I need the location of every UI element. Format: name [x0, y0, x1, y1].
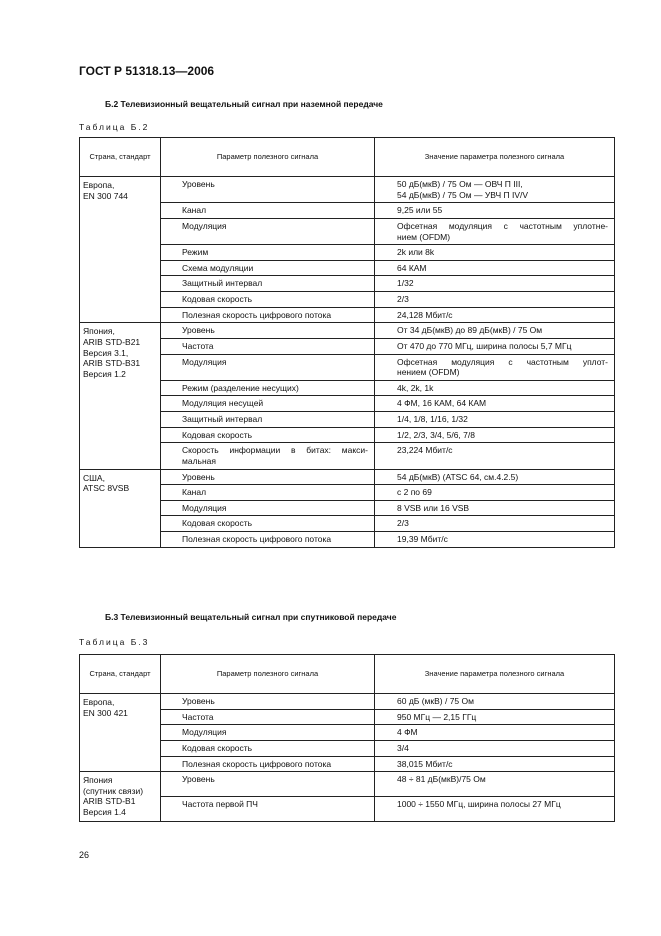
table-b3-header-param: Параметр полезного сигнала [161, 655, 375, 694]
cell-line: ARIB STD-B21 [83, 336, 141, 347]
cell-line: 50 дБ(мкВ) / 75 Ом — ОВЧ П III, [397, 179, 523, 189]
parameter-cell: Кодовая скорость [161, 427, 375, 443]
value-cell [375, 396, 615, 412]
parameter-cell: Модуляция [161, 354, 375, 380]
cell-line: ATSC 8VSB [83, 483, 130, 494]
cell-line: 1/2, 2/3, 3/4, 5/6, 7/8 [397, 429, 475, 440]
table-row [80, 796, 615, 821]
cell-line: 48 ÷ 81 дБ(мкВ)/75 Ом [397, 774, 486, 785]
table-row [80, 694, 615, 710]
parameter-cell: Модуляция [161, 500, 375, 516]
parameter-cell: Полезная скорость цифрового потока [161, 307, 375, 323]
cell-line: 54 дБ(мкВ) (ATSC 64, см.4.2.5) [397, 471, 519, 482]
cell-line: 1/4, 1/8, 1/16, 1/32 [397, 414, 468, 424]
table-b2-header-country: Страна, стандарт [80, 138, 161, 177]
parameter-cell: Уровень [161, 694, 375, 710]
cell-line: От 470 до 770 МГц, ширина полосы 5,7 МГц [397, 340, 572, 351]
parameter-cell: Канал [161, 203, 375, 219]
value-cell [375, 412, 615, 428]
cell-line: Версия 1.4 [83, 807, 126, 817]
table-row [80, 338, 615, 354]
table-row [80, 354, 615, 380]
cell-line: 4 ФМ, 16 КАМ, 64 КАМ [397, 398, 487, 409]
cell-line: ARIB STD-B1 [83, 796, 136, 807]
parameter-cell: Защитный интервал [161, 412, 375, 428]
cell-line: 64 КАМ [397, 262, 427, 273]
table-row [80, 532, 615, 548]
country-standard-cell [80, 772, 161, 822]
table-row [80, 740, 615, 756]
table-row [80, 412, 615, 428]
table-b3-caption: Таблица Б.3 [79, 637, 150, 647]
section-b2-title: Б.2 Телевизионный вещательный сигнал при наземной передаче [105, 99, 383, 109]
cell-line: 1/32 [397, 278, 414, 289]
parameter-cell: Режим (разделение несущих) [161, 380, 375, 396]
table-row [80, 218, 615, 244]
parameter-cell: Кодовая скорость [161, 516, 375, 532]
parameter-cell: Модуляция несущей [161, 396, 375, 412]
parameter-cell: Полезная скорость цифрового потока [161, 756, 375, 772]
country-standard-cell [80, 177, 161, 323]
value-cell [375, 469, 615, 485]
cell-line: EN 300 421 [83, 707, 128, 718]
cell-line: 2/3 [397, 518, 409, 529]
cell-line: Европа, [83, 697, 115, 707]
table-b2 [79, 137, 615, 548]
parameter-cell: Защитный интервал [161, 276, 375, 292]
table-row [80, 276, 615, 292]
cell-line: нением (OFDM) [397, 367, 460, 378]
table-row [80, 756, 615, 772]
value-cell [375, 772, 615, 797]
parameter-cell: Схема модуляции [161, 260, 375, 276]
cell-line: нием (OFDM) [397, 231, 451, 242]
table-row [80, 307, 615, 323]
cell-line: США, [83, 472, 105, 483]
cell-line: 2/3 [397, 294, 409, 304]
cell-line: 4k, 2k, 1k [397, 382, 434, 393]
parameter-cell: Модуляция [161, 725, 375, 741]
cell-line: 2k или 8k [397, 247, 435, 258]
value-cell [375, 500, 615, 516]
table-row [80, 177, 615, 203]
parameter-cell: Уровень [161, 469, 375, 485]
value-cell [375, 485, 615, 501]
parameter-cell: Частота первой ПЧ [161, 796, 375, 821]
value-cell [375, 694, 615, 710]
value-cell [375, 307, 615, 323]
value-cell [375, 756, 615, 772]
value-cell [375, 292, 615, 308]
table-row [80, 323, 615, 339]
cell-line: Версия 3.1, [83, 347, 129, 358]
parameter-cell: Уровень [161, 323, 375, 339]
value-cell [375, 354, 615, 380]
table-row [80, 443, 615, 469]
value-cell [375, 338, 615, 354]
value-cell [375, 177, 615, 203]
table-row [80, 292, 615, 308]
table-b2-header-param: Параметр полезного сигнала [161, 138, 375, 177]
table-row [80, 380, 615, 396]
cell-line: От 34 дБ(мкВ) до 89 дБ(мкВ) / 75 Ом [397, 325, 543, 336]
country-standard-cell [80, 694, 161, 772]
parameter-cell: Частота [161, 709, 375, 725]
cell-line: с 2 по 69 [397, 487, 432, 498]
value-cell [375, 260, 615, 276]
value-cell [375, 427, 615, 443]
country-standard-cell [80, 323, 161, 469]
table-b3 [79, 654, 615, 822]
table-row [80, 203, 615, 219]
cell-line: EN 300 744 [83, 190, 128, 201]
cell-line: 19,39 Мбит/с [397, 534, 448, 544]
cell-line: Офсетная модуляция с частотным уплот- [397, 356, 608, 367]
parameter-cell: Кодовая скорость [161, 740, 375, 756]
page-number: 26 [79, 850, 90, 860]
table-row [80, 772, 615, 797]
table-row [80, 500, 615, 516]
parameter-cell: Кодовая скорость [161, 292, 375, 308]
cell-line: Офсетная модуляция с частотным уплотне- [397, 220, 608, 231]
cell-line: 38,015 Мбит/с [397, 758, 453, 769]
cell-line: 60 дБ (мкВ) / 75 Ом [397, 696, 474, 706]
parameter-cell: Модуляция [161, 218, 375, 244]
value-cell [375, 516, 615, 532]
cell-line: 1000 ÷ 1550 МГц, ширина полосы 27 МГц [397, 798, 561, 809]
value-cell [375, 740, 615, 756]
table-b3-header-country: Страна, стандарт [80, 655, 161, 694]
parameter-cell: Уровень [161, 772, 375, 797]
value-cell [375, 276, 615, 292]
value-cell [375, 218, 615, 244]
value-cell [375, 245, 615, 261]
table-row [80, 709, 615, 725]
cell-line: 3/4 [397, 742, 409, 753]
value-cell [375, 796, 615, 821]
value-cell [375, 323, 615, 339]
table-row [80, 260, 615, 276]
value-cell [375, 709, 615, 725]
table-row [80, 469, 615, 485]
parameter-cell: Полезная скорость цифрового потока [161, 532, 375, 548]
cell-line: 4 ФМ [397, 727, 418, 738]
cell-line: 24,128 Мбит/с [397, 309, 453, 320]
cell-line: (спутник связи) [83, 785, 144, 796]
value-cell [375, 380, 615, 396]
value-cell [375, 203, 615, 219]
value-cell [375, 443, 615, 469]
parameter-cell: Канал [161, 485, 375, 501]
cell-line: 8 VSB или 16 VSB [397, 502, 470, 513]
cell-line: 54 дБ(мкВ) / 75 Ом — УВЧ П IV/V [397, 189, 529, 200]
parameter-cell: Режим [161, 245, 375, 261]
parameter-cell: Скорость информации в битах: макси-мальная [161, 443, 375, 469]
document-id-header: ГОСТ Р 51318.13—2006 [79, 64, 215, 78]
value-cell [375, 532, 615, 548]
table-b2-header-value: Значение параметра полезного сигнала [375, 138, 615, 177]
cell-line: 950 МГц — 2,15 ГГц [397, 711, 477, 722]
parameter-cell: Частота [161, 338, 375, 354]
table-row [80, 485, 615, 501]
parameter-cell: Уровень [161, 177, 375, 203]
section-b3-title: Б.3 Телевизионный вещательный сигнал при спутниковой передаче [105, 612, 397, 622]
table-row [80, 516, 615, 532]
table-row [80, 396, 615, 412]
value-cell [375, 725, 615, 741]
table-row [80, 725, 615, 741]
cell-line: 23,224 Мбит/с [397, 445, 453, 456]
table-row [80, 427, 615, 443]
cell-line: Япония, [83, 326, 115, 337]
table-row [80, 245, 615, 261]
cell-line: Япония [83, 775, 113, 786]
cell-line: Версия 1.2 [83, 368, 126, 379]
table-b2-caption: Таблица Б.2 [79, 122, 150, 132]
cell-line: Европа, [83, 180, 115, 190]
cell-line: ARIB STD-B31 [83, 358, 141, 369]
cell-line: 9,25 или 55 [397, 205, 443, 216]
table-b3-header-value: Значение параметра полезного сигнала [375, 655, 615, 694]
country-standard-cell [80, 469, 161, 547]
